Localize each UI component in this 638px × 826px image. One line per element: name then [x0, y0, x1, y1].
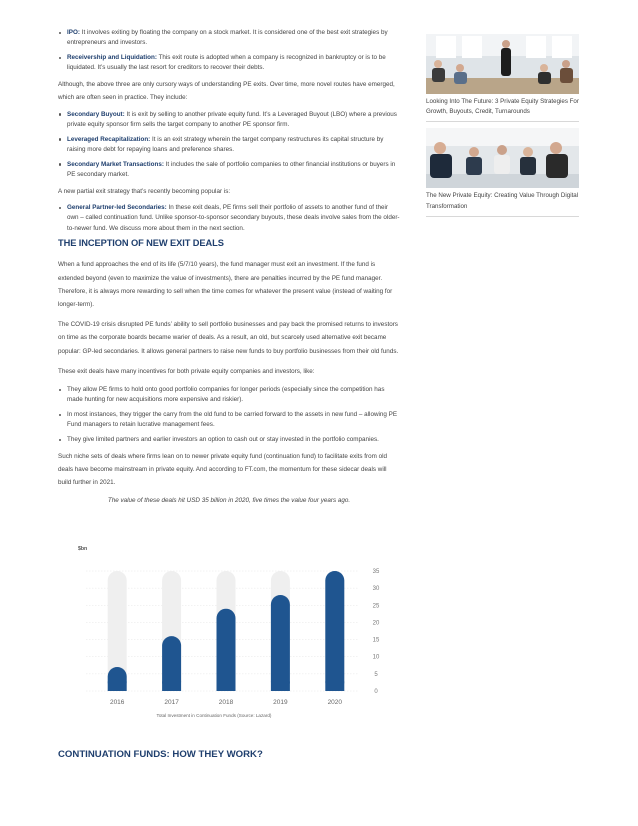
- continuation-funds-bar-chart: [58, 540, 400, 725]
- chart-y-tick-label: 0: [374, 689, 378, 695]
- chart-y-tick-label: 15: [372, 637, 380, 644]
- bullet-term: Receivership and Liquidation:: [67, 54, 157, 62]
- chart-bar-base: [108, 682, 127, 692]
- incentives-intro-paragraph: These exit deals have many incentives for both private equity companies and investors, like:: [58, 367, 315, 375]
- list-item: [58, 160, 400, 181]
- bullet-text: In these exit deals, PE firms sell their portfolio of assets to another fund of their own – called continuation fund. Unlike sponsor-to-sponsor secondary buyouts, these deals involve sales from the older-to-newer fund. We discuss more about them in the next section.: [67, 204, 400, 232]
- incentives-list: [58, 385, 400, 445]
- chart-y-tick-label: 10: [372, 654, 380, 661]
- chart-bar: [271, 595, 290, 691]
- related-article-card[interactable]: [426, 128, 579, 216]
- chart-bar-base: [325, 682, 344, 692]
- bullet-text: This exit route is adopted when a company is recognized in bankruptcy or is to be liquidated. It’s usually the last resort for creditors to recover their debts.: [67, 54, 386, 72]
- related-article-title[interactable]: The New Private Equity: Creating Value Through Digital Transformation: [426, 192, 579, 210]
- bullet-term: IPO:: [67, 29, 80, 36]
- fund-life-paragraph: When a fund approaches the end of its life (5/7/10 years), the fund manager must exit an investment. If the fund is extended beyond (even to maximize the value of investments), there are penalties incurred by the PE fund manager. Therefore, it is always more rewarding to sell when the time comes for whatever the present value (instead of waiting for longer-term).: [58, 261, 393, 309]
- gp-led-list: [58, 203, 400, 234]
- chart-caption: Total Investment in Continuation Funds (Source: Lazard): [156, 713, 272, 718]
- list-item: They allow PE firms to hold onto good portfolio companies for longer periods (especially since the competition has made hunting for new acquisitions more expensive and riskier).: [58, 385, 400, 406]
- intro-paragraph: Although, the above three are only cursory ways of understanding PE exits. Over time, more novel routes have emerged, which are often seen in practice. They include:: [58, 81, 395, 102]
- related-article-card[interactable]: [426, 34, 579, 122]
- list-item: They give limited partners and earlier investors an option to cash out or stay invested in the portfolio companies.: [58, 435, 400, 445]
- chart-bar-base: [162, 682, 181, 692]
- covid-paragraph: The COVID-19 crisis disrupted PE funds’ ability to sell portfolio businesses and pay back the promised returns to investors on time as the corporate boards became warier of deals. As a result, an old, but scarcely used alternative exit became popular: GP-led secondaries. It allows general partners to raise new funds to buy portfolio businesses from their old funds.: [58, 321, 399, 355]
- chart-y-tick-label: 20: [372, 620, 380, 627]
- chart-y-tick-label: 30: [372, 586, 380, 593]
- bullet-text: It is an exit strategy wherein the target company restructures its capital structure by raising more debt for repaying loans and preference shares.: [67, 135, 384, 153]
- chart-bar-base: [271, 682, 290, 692]
- section-heading: THE INCEPTION OF NEW EXIT DEALS: [58, 238, 224, 249]
- chart-y-tick-label: 35: [372, 569, 380, 575]
- chart-x-tick-label: 2019: [273, 699, 288, 706]
- list-item: [58, 203, 400, 234]
- niche-deals-paragraph: Such niche sets of deals where firms lean on to newer private equity fund (continuation fund) to facilitate exits from old deals have become mainstream in private equity. And according to FT.com, the momentum for these sidecar deals will build further in 2021.: [58, 453, 388, 487]
- article-body: [58, 28, 400, 504]
- chart-x-tick-label: 2020: [327, 699, 343, 706]
- chart-x-tick-label: 2017: [164, 699, 179, 706]
- bullet-term: Secondary Market Transactions:: [67, 160, 164, 168]
- bullet-text: It includes the sale of portfolio companies to other financial institutions or buyers in PE secondary market.: [67, 160, 396, 179]
- list-item: [58, 135, 400, 156]
- continuation-funds-heading: CONTINUATION FUNDS: HOW THEY WORK?: [58, 749, 263, 760]
- bullet-term: General Partner-led Secondaries:: [67, 204, 167, 212]
- bullet-term: Leveraged Recapitalization:: [67, 135, 151, 143]
- related-articles-sidebar: [426, 34, 579, 223]
- list-item: [58, 53, 400, 74]
- list-item: [58, 28, 400, 49]
- novel-routes-list: [58, 110, 400, 181]
- business-meeting-image[interactable]: [426, 128, 579, 188]
- chart-bar-base: [217, 682, 236, 692]
- chart-y-tick-label: 25: [372, 603, 380, 610]
- bullet-term: Secondary Buyout:: [67, 110, 125, 118]
- chart-y-tick-label: 5: [374, 671, 378, 678]
- exit-routes-list-top: [58, 28, 400, 74]
- bullet-text: It is exit by selling to another private equity fund. It’s a Leveraged Buyout (LBO) where a previous private equity sponsor firm sells the target company to another PE sponsor firm.: [67, 110, 397, 128]
- bullet-text: It involves exiting by floating the company on a stock market. It is considered one of the best exit strategies by entrepreneurs and investors.: [67, 29, 388, 47]
- partial-exit-paragraph: A new partial exit strategy that’s recently becoming popular is:: [58, 187, 231, 195]
- chart-bar: [217, 609, 236, 691]
- chart-bar: [325, 571, 344, 691]
- chart-x-tick-label: 2016: [109, 699, 125, 706]
- pull-quote: The value of these deals hit USD 35 billion in 2020, five times the value four years ago.: [107, 496, 351, 504]
- related-article-title[interactable]: Looking Into The Future: 3 Private Equity Strategies For Growth, Buyouts, Credit, Turnarounds: [426, 98, 579, 116]
- meeting-presentation-image[interactable]: [426, 34, 579, 94]
- chart-x-tick-label: 2018: [218, 699, 234, 706]
- chart-unit-label: $bn: [78, 546, 88, 552]
- list-item: In most instances, they trigger the carry from the old fund to be carried forward to the assets in new fund – allowing PE Fund managers to retain lucrative management fees.: [58, 410, 400, 431]
- list-item: [58, 110, 400, 131]
